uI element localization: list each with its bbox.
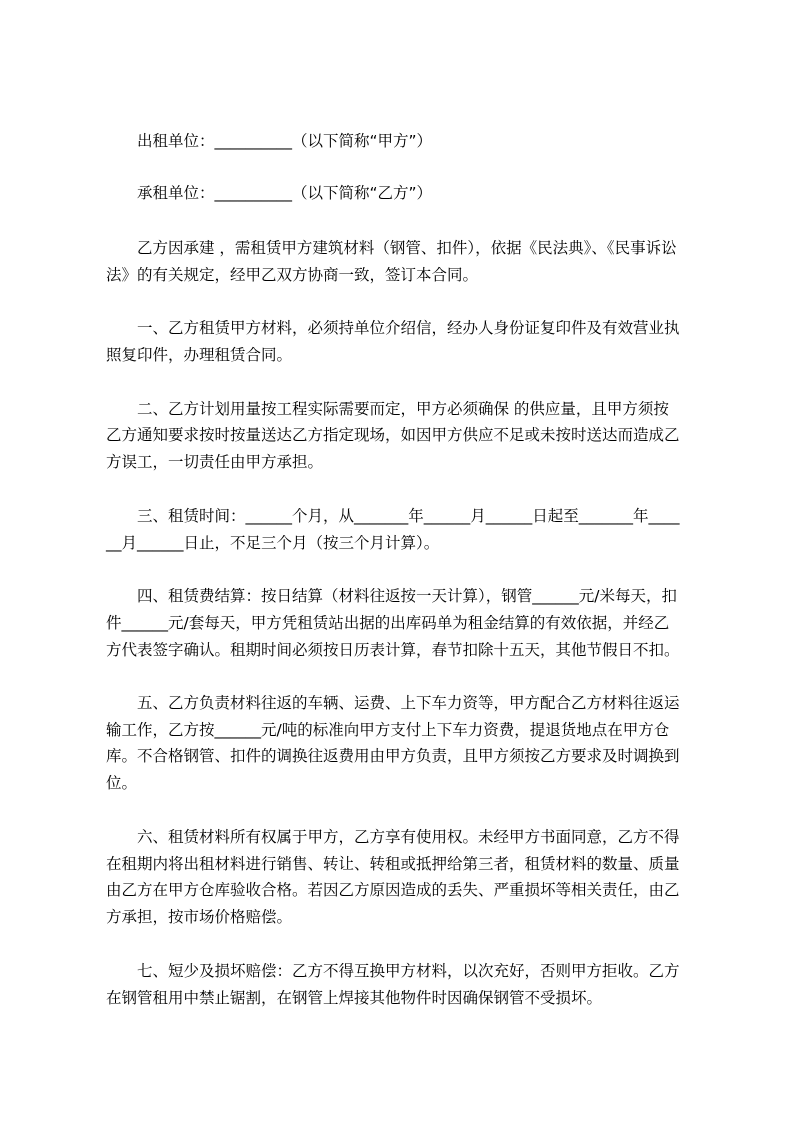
clause-2-line-3: 方误工，一切责任由甲方承担。 <box>106 453 324 471</box>
clause-5-line-2: 输工作，乙方按______元/吨的标准向甲方支付上下车力资费，提退货地点在甲方仓 <box>106 721 670 739</box>
clause-4-line-3: 方代表签字确认。租期时间必须按日历表计算，春节扣除十五天，其他节假日不扣。 <box>106 641 680 659</box>
clause-7-line-1: 七、短少及损坏赔偿：乙方不得互换甲方材料，以次充好，否则甲方拒收。乙方 <box>137 962 680 980</box>
clause-1-line-1: 一、乙方租赁甲方材料，必须持单位介绍信，经办人身份证复印件及有效营业执 <box>137 319 680 337</box>
clause-2-line-2: 乙方通知要求按时按量送达乙方指定现场，如因甲方供应不足或未按时送达而造成乙 <box>106 426 680 444</box>
clause-7-line-2: 在钢管租用中禁止锯割，在钢管上焊接其他物件时因确保钢管不受损坏。 <box>106 989 603 1007</box>
clause-6-line-2: 在租期内将出租材料进行销售、转让、转租或抵押给第三者，租赁材料的数量、质量 <box>106 855 680 873</box>
intro-line-1: 乙方因承建 ，需租赁甲方建筑材料（钢管、扣件），依据《民法典》、《民事诉讼 <box>137 239 677 257</box>
lessor-line: 出租单位：__________（以下简称“甲方”） <box>137 132 433 150</box>
clause-5-line-4: 位。 <box>106 774 138 792</box>
clause-6-line-3: 由乙方在甲方仓库验收合格。若因乙方原因造成的丢失、严重损坏等相关责任，由乙 <box>106 881 680 899</box>
intro-line-2: 法》的有关规定，经甲乙双方协商一致，签订本合同。 <box>106 266 479 284</box>
clause-4-line-1: 四、租赁费结算：按日结算（材料往返按一天计算），钢管______元/米每天，扣 <box>137 587 677 605</box>
clause-6-line-4: 方承担，按市场价格赔偿。 <box>106 908 293 926</box>
clause-4-line-2: 件______元/套每天，甲方凭租赁站出据的出库码单为租金结算的有效依据，并经乙 <box>106 614 670 632</box>
clause-1-line-2: 照复印件，办理租赁合同。 <box>106 346 293 364</box>
clause-5-line-3: 库。不合格钢管、扣件的调换往返费用由甲方负责，且甲方须按乙方要求及时调换到 <box>106 747 680 765</box>
clause-3-line-1: 三、租赁时间：______个月，从_______年______月______日起至_______年____ <box>137 507 680 525</box>
clause-3-line-2: __月______日止，不足三个月（按三个月计算）。 <box>106 534 440 552</box>
clause-6-line-1: 六、租赁材料所有权属于甲方，乙方享有使用权。未经甲方书面同意，乙方不得 <box>137 828 680 846</box>
clause-2-line-1: 二、乙方计划用量按工程实际需要而定，甲方必须确保 的供应量，且甲方须按 <box>137 400 669 418</box>
lessee-line: 承租单位：__________（以下简称“乙方”） <box>137 184 433 202</box>
clause-5-line-1: 五、乙方负责材料往返的车辆、运费、上下车力资等，甲方配合乙方材料往返运 <box>137 694 680 712</box>
